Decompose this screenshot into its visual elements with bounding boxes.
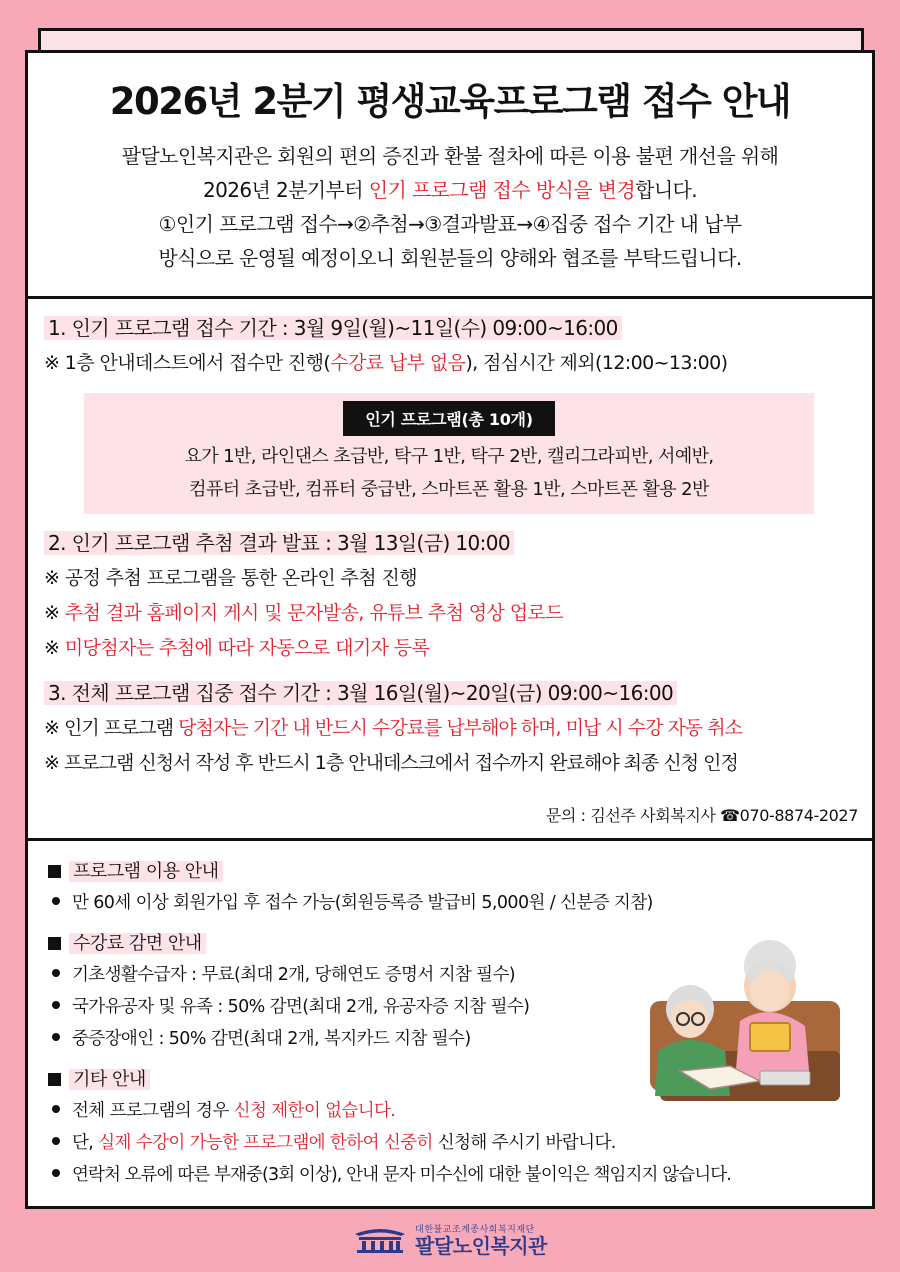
bullet-dot-icon <box>52 969 60 977</box>
temple-logo-icon <box>353 1226 407 1254</box>
step2-title-text: 2. 인기 프로그램 추첨 결과 발표 : 3월 13일(금) 10:00 <box>44 531 514 555</box>
step2-note-3-highlight: 미당첨자는 추첨에 따라 자동으로 대기자 등록 <box>64 637 430 659</box>
info-item-highlight: 신청 제한이 없습니다. <box>233 1101 396 1121</box>
info-item-highlight: 실제 수강이 가능한 프로그램에 한하여 신중히 <box>98 1133 433 1153</box>
info-item <box>48 887 854 919</box>
bullet-dot-icon <box>52 1033 60 1041</box>
intro-line-1: 팔달노인복지관은 회원의 편의 증진과 환불 절차에 따른 이용 불편 개선을 위해 <box>121 144 779 168</box>
step2-note-3 <box>44 631 854 666</box>
step2-note-2-highlight: 추첨 결과 홈페이지 게시 및 문자발송, 유튜브 추첨 영상 업로드 <box>64 602 564 624</box>
step3-note-2: ※ 프로그램 신청서 작성 후 반드시 1층 안내데스크에서 접수까지 완료해야 최종 신청 인정 <box>44 752 738 774</box>
note-mark: ※ <box>44 637 65 659</box>
header-section <box>28 53 872 299</box>
step1-note-text: ※ 1층 안내데스트에서 접수만 진행( <box>44 352 331 374</box>
step1-title-text: 1. 인기 프로그램 접수 기간 : 3월 9일(월)~11일(수) 09:00~16:00 <box>44 316 622 340</box>
step1-title <box>44 311 854 346</box>
notice-card <box>25 50 875 1209</box>
bullet-dot-icon <box>52 1001 60 1009</box>
bullet-dot-icon <box>52 1105 60 1113</box>
square-bullet-icon <box>48 865 61 878</box>
intro-text-end: 합니다. <box>635 178 698 202</box>
step3-title-text: 3. 전체 프로그램 집중 접수 기간 : 3월 16일(월)~20일(금) 09:00~16:00 <box>44 681 677 705</box>
intro-steps: ①인기 프로그램 접수→②추첨→③결과발표→④집중 접수 기간 내 납부 <box>158 212 742 236</box>
info-item-text: 기초생활수급자 : 무료(최대 2개, 당해연도 증명서 지참 필수) <box>72 965 516 985</box>
info-item <box>48 1127 854 1159</box>
page-title: 2026년 2분기 평생교육프로그램 접수 안내 <box>109 80 791 123</box>
note-mark: ※ <box>44 602 65 624</box>
popular-programs-box <box>84 393 814 514</box>
intro-text: 2026년 2분기부터 <box>202 178 369 202</box>
step1-note <box>44 346 854 381</box>
info-item-text: 만 60세 이상 회원가입 후 접수 가능(회원등록증 발급비 5,000원 / 신분증 지참) <box>72 893 653 913</box>
square-bullet-icon <box>48 1073 61 1086</box>
elderly-couple-reading-illustration <box>620 931 850 1111</box>
step1-note-text-end: ), 점심시간 제외(12:00~13:00) <box>465 352 728 374</box>
square-bullet-icon <box>48 937 61 950</box>
info-heading-usage <box>48 857 854 887</box>
info-item-text-end: 신청해 주시기 바랍니다. <box>432 1133 616 1153</box>
logo-subtitle: 대한불교조계종사회복지재단 <box>415 1225 535 1235</box>
logo-text <box>415 1222 547 1257</box>
popular-programs-title: 인기 프로그램(총 10개) <box>343 401 554 436</box>
info-item-text: 단, <box>72 1133 99 1153</box>
bullet-dot-icon <box>52 1169 60 1177</box>
step3-title <box>44 676 854 711</box>
step2-note-1: ※ 공정 추첨 프로그램을 통한 온라인 추첨 진행 <box>44 567 417 589</box>
info-heading-text: 기타 안내 <box>69 1069 150 1090</box>
info-item <box>48 1159 854 1191</box>
popular-programs-line-2: 컴퓨터 초급반, 컴퓨터 중급반, 스마트폰 활용 1반, 스마트폰 활용 2반 <box>189 479 709 500</box>
info-item-text: 연락처 오류에 따른 부재중(3회 이상), 안내 문자 미수신에 대한 불이익은 책임지지 않습니다. <box>72 1165 731 1185</box>
bullet-dot-icon <box>52 897 60 905</box>
step1-note-highlight: 수강료 납부 없음 <box>330 352 466 374</box>
step3-note-1-text: ※ 인기 프로그램 <box>44 717 179 739</box>
info-item-text: 중증장애인 : 50% 감면(최대 2개, 복지카드 지참 필수) <box>72 1029 471 1049</box>
info-section <box>28 841 872 1206</box>
step2-note-2 <box>44 596 854 631</box>
intro-line-4: 방식으로 운영될 예정이오니 회원분들의 양해와 협조를 부탁드립니다. <box>158 246 742 270</box>
bullet-dot-icon <box>52 1137 60 1145</box>
intro-line-2 <box>48 173 852 207</box>
step3-note-1 <box>44 711 854 746</box>
info-item-text: 국가유공자 및 유족 : 50% 감면(최대 2개, 유공자증 지참 필수) <box>72 997 530 1017</box>
info-item-text: 전체 프로그램의 경우 <box>72 1101 234 1121</box>
info-heading-text: 수강료 감면 안내 <box>69 933 206 954</box>
contact-info: 문의 : 김선주 사회복지사 ☎070-8874-2027 <box>545 806 858 825</box>
footer <box>0 1222 900 1258</box>
organization-logo <box>353 1222 547 1257</box>
info-heading-text: 프로그램 이용 안내 <box>69 861 223 882</box>
intro-highlight: 인기 프로그램 접수 방식을 변경 <box>368 178 636 202</box>
popular-programs-line-1: 요가 1반, 라인댄스 초급반, 탁구 1반, 탁구 2반, 캘리그라피반, 서예반, <box>184 446 714 467</box>
schedule-section <box>28 299 872 841</box>
step2-title <box>44 526 854 561</box>
step3-note-1-highlight: 당첨자는 기간 내 반드시 수강료를 납부해야 하며, 미납 시 수강 자동 취소 <box>178 717 742 739</box>
logo-name: 팔달노인복지관 <box>415 1234 547 1258</box>
